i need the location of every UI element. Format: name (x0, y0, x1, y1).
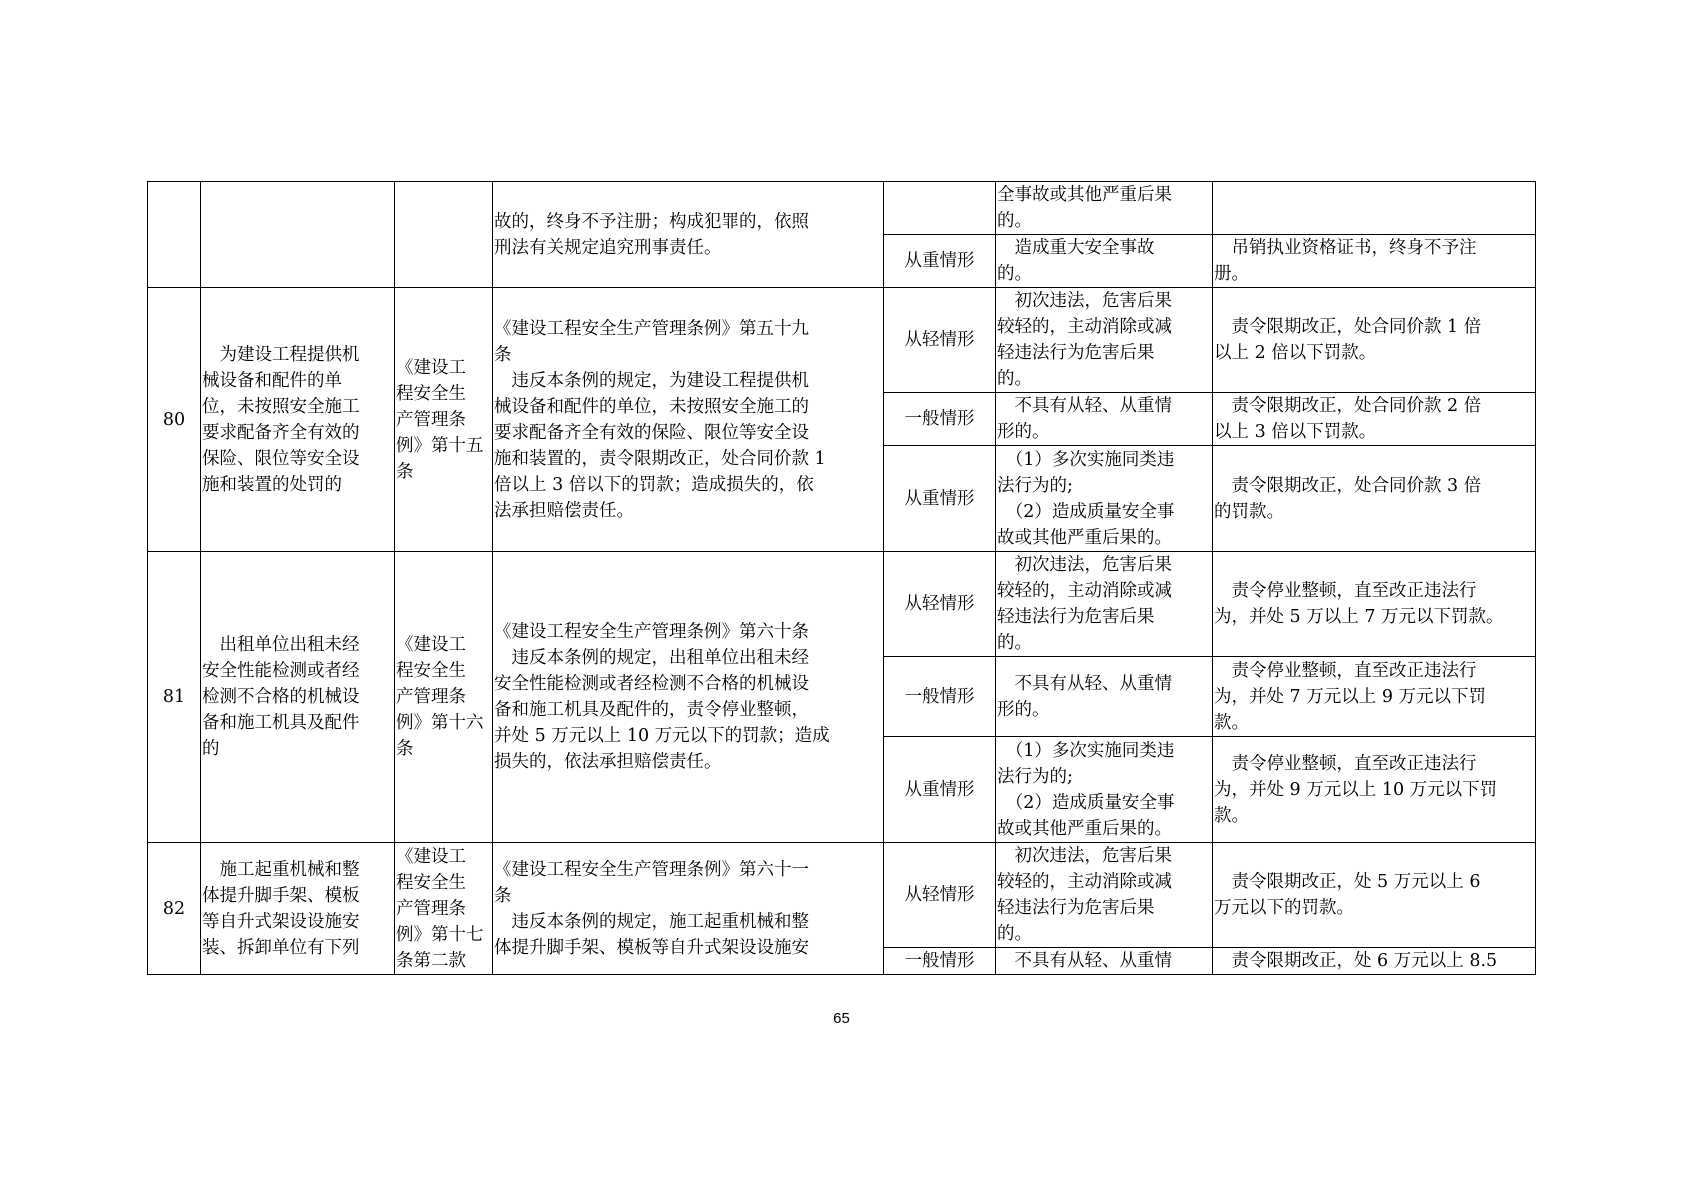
table-row (148, 288, 1536, 393)
cell-condition: 从重情形 (884, 737, 996, 843)
cell-description: 不具有从轻、从重情 形的。 (996, 393, 1213, 446)
cell-description: 初次违法，危害后果 较轻的，主动消除或减 轻违法行为危害后果 的。 (996, 843, 1213, 948)
cell-penalty: 责令限期改正，处 5 万元以上 6 万元以下的罚款。 (1213, 843, 1536, 948)
table-row (148, 552, 1536, 657)
cell-description: 造成重大安全事故 的。 (996, 235, 1213, 288)
cell-condition: 从轻情形 (884, 288, 996, 393)
cell-basis: 《建设工 程安全生 产管理条 例》第十六 条 (395, 552, 493, 843)
cell-description: （1）多次实施同类违 法行为的; （2）造成质量安全事 故或其他严重后果的。 (996, 446, 1213, 552)
cell-description: 不具有从轻、从重情 (996, 948, 1213, 975)
cell-number (148, 182, 201, 288)
cell-item: 为建设工程提供机 械设备和配件的单 位，未按照安全施工 要求配备齐全有效的 保险、限位等安全设 施和装置的处罚的 (201, 288, 395, 552)
cell-condition: 从轻情形 (884, 552, 996, 657)
cell-number: 80 (148, 288, 201, 552)
cell-basis (395, 182, 493, 288)
cell-penalty: 责令限期改正，处合同价款 1 倍 以上 2 倍以下罚款。 (1213, 288, 1536, 393)
cell-penalty: 责令停业整顿，直至改正违法行 为，并处 5 万以上 7 万元以下罚款。 (1213, 552, 1536, 657)
cell-basis-text: 《建设工程安全生产管理条例》第五十九 条 违反本条例的规定，为建设工程提供机 械设备和配件的单位，未按照安全施工的 要求配备齐全有效的保险、限位等安全设 施和装置的，责令限期改正，处合同价款 1 倍以上 3 倍以下的罚款；造成损失的，依 法承担赔偿责任。 (493, 288, 884, 552)
cell-penalty: 责令限期改正，处合同价款 2 倍 以上 3 倍以下罚款。 (1213, 393, 1536, 446)
cell-basis-text: 故的，终身不予注册；构成犯罪的，依照 刑法有关规定追究刑事责任。 (493, 182, 884, 288)
cell-condition: 一般情形 (884, 657, 996, 737)
penalty-discretion-table (147, 181, 1536, 975)
cell-item: 施工起重机械和整 体提升脚手架、模板 等自升式架设设施安 装、拆卸单位有下列 (201, 843, 395, 975)
cell-number: 82 (148, 843, 201, 975)
cell-basis-text: 《建设工程安全生产管理条例》第六十一 条 违反本条例的规定，施工起重机械和整 体提升脚手架、模板等自升式架设设施安 (493, 843, 884, 975)
cell-penalty: 吊销执业资格证书，终身不予注 册。 (1213, 235, 1536, 288)
cell-item: 出租单位出租未经 安全性能检测或者经 检测不合格的机械设 备和施工机具及配件 的 (201, 552, 395, 843)
cell-condition: 从轻情形 (884, 843, 996, 948)
cell-condition (884, 182, 996, 235)
cell-description: （1）多次实施同类违 法行为的; （2）造成质量安全事 故或其他严重后果的。 (996, 737, 1213, 843)
cell-condition: 一般情形 (884, 948, 996, 975)
cell-condition: 一般情形 (884, 393, 996, 446)
table-row (148, 843, 1536, 948)
cell-description: 初次违法，危害后果 较轻的，主动消除或减 轻违法行为危害后果 的。 (996, 552, 1213, 657)
cell-penalty: 责令停业整顿，直至改正违法行 为，并处 7 万元以上 9 万元以下罚 款。 (1213, 657, 1536, 737)
cell-description: 全事故或其他严重后果 的。 (996, 182, 1213, 235)
cell-penalty: 责令限期改正，处合同价款 3 倍 的罚款。 (1213, 446, 1536, 552)
cell-description: 不具有从轻、从重情 形的。 (996, 657, 1213, 737)
page-number: 65 (833, 1010, 850, 1027)
cell-basis-text: 《建设工程安全生产管理条例》第六十条 违反本条例的规定，出租单位出租未经 安全性能检测或者经检测不合格的机械设 备和施工机具及配件的，责令停业整顿， 并处 5 万元以上 10 万元以下的罚款；造成 损失的，依法承担赔偿责任。 (493, 552, 884, 843)
cell-penalty (1213, 182, 1536, 235)
table-row (148, 182, 1536, 235)
cell-penalty: 责令限期改正，处 6 万元以上 8.5 (1213, 948, 1536, 975)
cell-penalty: 责令停业整顿，直至改正违法行 为，并处 9 万元以上 10 万元以下罚 款。 (1213, 737, 1536, 843)
cell-condition: 从重情形 (884, 446, 996, 552)
cell-description: 初次违法，危害后果 较轻的，主动消除或减 轻违法行为危害后果 的。 (996, 288, 1213, 393)
cell-basis: 《建设工 程安全生 产管理条 例》第十七 条第二款 (395, 843, 493, 975)
cell-item (201, 182, 395, 288)
cell-basis: 《建设工 程安全生 产管理条 例》第十五 条 (395, 288, 493, 552)
cell-condition: 从重情形 (884, 235, 996, 288)
cell-number: 81 (148, 552, 201, 843)
